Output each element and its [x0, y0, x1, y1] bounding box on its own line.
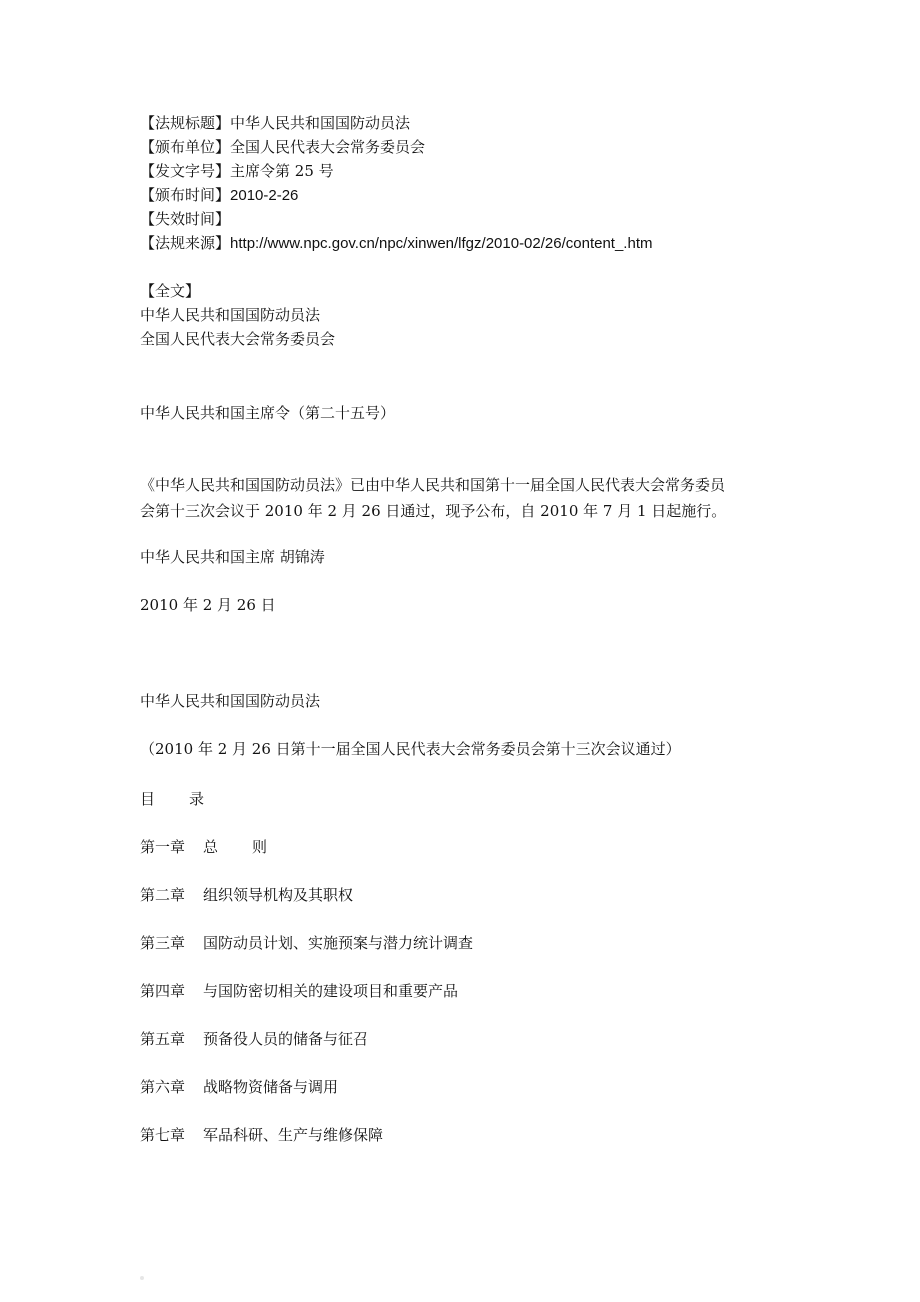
toc-item: [140, 836, 267, 858]
announcement-line-1: 《中华人民共和国国防动员法》已由中华人民共和国第十一届全国人民代表大会常务委员: [140, 476, 726, 494]
signature: 中华人民共和国主席 胡锦涛: [140, 548, 325, 566]
toc-item: [140, 1076, 338, 1098]
toc-chapter-number: 第三章: [140, 934, 186, 952]
meta-issuer-line: [140, 136, 425, 158]
fulltext-label: 【全文】: [140, 282, 201, 300]
toc-chapter-title: 组织领导机构及其职权: [203, 886, 354, 904]
toc-chapter-title: 军品科研、生产与维修保障: [203, 1126, 384, 1144]
meta-issuedate-label: 【颁布时间】: [140, 186, 231, 204]
toc-chapter-number: 第五章: [140, 1030, 186, 1048]
order-title: 中华人民共和国主席令（第二十五号）: [140, 404, 396, 422]
order-date: 2010 年 2 月 26 日: [140, 596, 276, 614]
meta-expiry-label: 【失效时间】: [140, 210, 231, 228]
fulltext-issuer: 全国人民代表大会常务委员会: [140, 330, 336, 348]
toc-chapter-number: 第二章: [140, 886, 186, 904]
fulltext-law-name: 中华人民共和国国防动员法: [140, 306, 321, 324]
meta-source-line: [140, 232, 652, 255]
toc-item: [140, 1028, 368, 1050]
toc-chapter-title: 预备役人员的储备与征召: [203, 1030, 369, 1048]
meta-issuer-label: 【颁布单位】: [140, 138, 231, 156]
toc-chapter-title: 战略物资储备与调用: [203, 1078, 339, 1096]
toc-chapter-number: 第一章: [140, 838, 186, 856]
announcement-line-2: 会第十三次会议于 2010 年 2 月 26 日通过，现予公布，自 2010 年 7 月 1 日起施行。: [140, 502, 727, 520]
toc-item: [140, 980, 458, 1002]
adoption-note: （2010 年 2 月 26 日第十一届全国人民代表大会常务委员会第十三次会议通过）: [140, 740, 681, 758]
meta-docno-line: [140, 160, 334, 182]
meta-source-link[interactable]: http://www.npc.gov.cn/npc/xinwen/lfgz/2010-02/26/content_.htm: [230, 235, 653, 252]
toc-chapter-number: 第七章: [140, 1126, 186, 1144]
toc-chapter-title: 国防动员计划、实施预案与潜力统计调查: [203, 934, 474, 952]
toc-item: [140, 932, 473, 954]
toc-chapter-number: 第六章: [140, 1078, 186, 1096]
toc-item: [140, 1124, 383, 1146]
toc-heading-right: 录: [189, 790, 205, 808]
meta-title-line: [140, 112, 410, 134]
toc-chapter-number: 第四章: [140, 982, 186, 1000]
toc-chapter-title: 与国防密切相关的建设项目和重要产品: [203, 982, 459, 1000]
toc-heading-left: 目: [140, 790, 156, 808]
meta-source-label: 【法规来源】: [140, 234, 231, 252]
toc-chapter-title-part: 总: [203, 838, 219, 856]
meta-title-value: 中华人民共和国国防动员法: [230, 114, 411, 132]
page-mark: [140, 1276, 144, 1280]
law-title: 中华人民共和国国防动员法: [140, 692, 321, 710]
meta-title-label: 【法规标题】: [140, 114, 231, 132]
meta-docno-value: 主席令第 25 号: [230, 162, 334, 180]
meta-issuedate-value: 2010-2-26: [230, 187, 299, 204]
meta-issuer-value: 全国人民代表大会常务委员会: [230, 138, 426, 156]
meta-issuedate-line: [140, 184, 298, 207]
meta-expiry-line: [140, 208, 230, 230]
toc-heading: [140, 788, 204, 810]
toc-chapter-title-part: 则: [252, 838, 268, 856]
toc-item: [140, 884, 353, 906]
meta-docno-label: 【发文字号】: [140, 162, 231, 180]
